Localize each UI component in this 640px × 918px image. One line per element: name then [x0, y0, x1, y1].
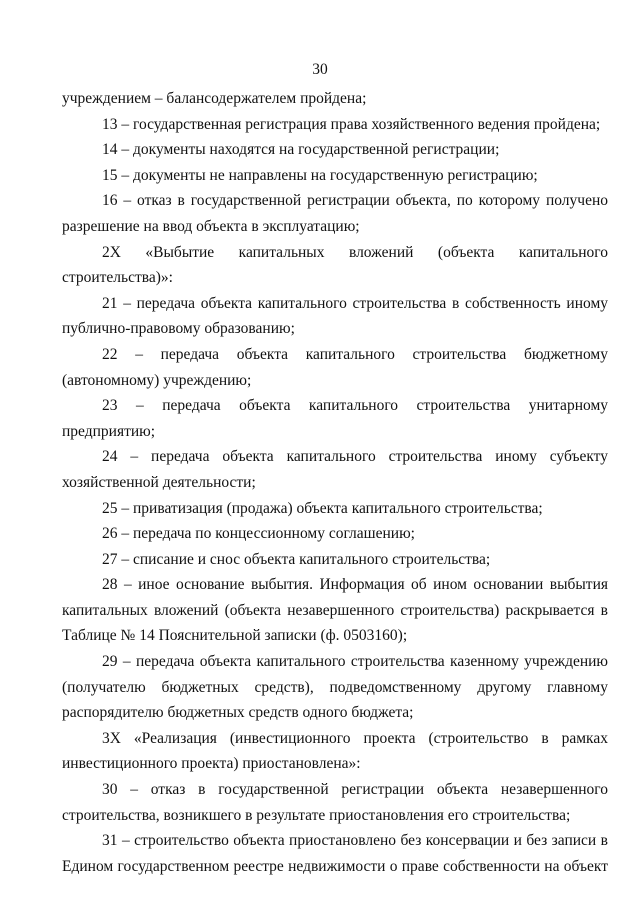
paragraph-code-30: 30 – отказ в государственной регистрации объекта незавершенного строительства, возникшего в результате приостановления его строительства;: [62, 781, 608, 824]
paragraph-code-27: 27 – списание и снос объекта капитального строительства;: [102, 550, 491, 568]
paragraph-code-23: 23 – передача объекта капитального строительства унитарному предприятию;: [62, 397, 608, 440]
paragraph-code-28: 28 – иное основание выбытия. Информация об ином основании выбытия капитальных вложений (объекта незавершенного строительства) раскрывается в Таблице № 14 Пояснительной записки (ф. 0503160);: [62, 576, 608, 645]
page-number: 30: [312, 61, 328, 78]
paragraph-code-16: 16 – отказ в государственной регистрации объекта, по которому получено разрешение на ввод объекта в эксплуатацию;: [62, 192, 608, 235]
paragraph-code-15: 15 – документы не направлены на государственную регистрацию;: [102, 166, 538, 184]
paragraph-code-29: 29 – передача объекта капитального строительства казенному учреждению (получателю бюджетных средств), подведомственному другому главному распорядителю бюджетных средств одного бюджета;: [62, 653, 608, 722]
paragraph-code-21: 21 – передача объекта капитального строительства в собственность иному публично-правовому образованию;: [62, 294, 608, 338]
paragraph-code-31: 31 – строительство объекта приостановлено без консервации и без записи в Едином государственном реестре недвижимости о праве собственности на объект: [62, 832, 608, 875]
paragraph-section-3x: 3Х «Реализация (инвестиционного проекта (строительство в рамках инвестиционного проекта) приостановлена»:: [62, 729, 608, 773]
document-body: [62, 86, 608, 879]
paragraph-code-24: 24 – передача объекта капитального строительства иному субъекту хозяйственной деятельности;: [62, 448, 608, 491]
paragraph-code-25: 25 – приватизация (продажа) объекта капитального строительства;: [102, 499, 543, 517]
paragraph-code-14: 14 – документы находятся на государственной регистрации;: [102, 141, 500, 159]
paragraph-continuation: учреждением – балансодержателем пройдена;: [62, 90, 367, 107]
paragraph-code-13: 13 – государственная регистрация права хозяйственного ведения пройдена;: [102, 115, 601, 133]
paragraph-section-2x: 2Х «Выбытие капитальных вложений (объекта капитального строительства)»:: [62, 243, 608, 287]
paragraph-code-22: 22 – передача объекта капитального строительства бюджетному (автономному) учреждению;: [62, 345, 608, 389]
paragraph-code-26: 26 – передача по концессионному соглашению;: [102, 525, 415, 543]
